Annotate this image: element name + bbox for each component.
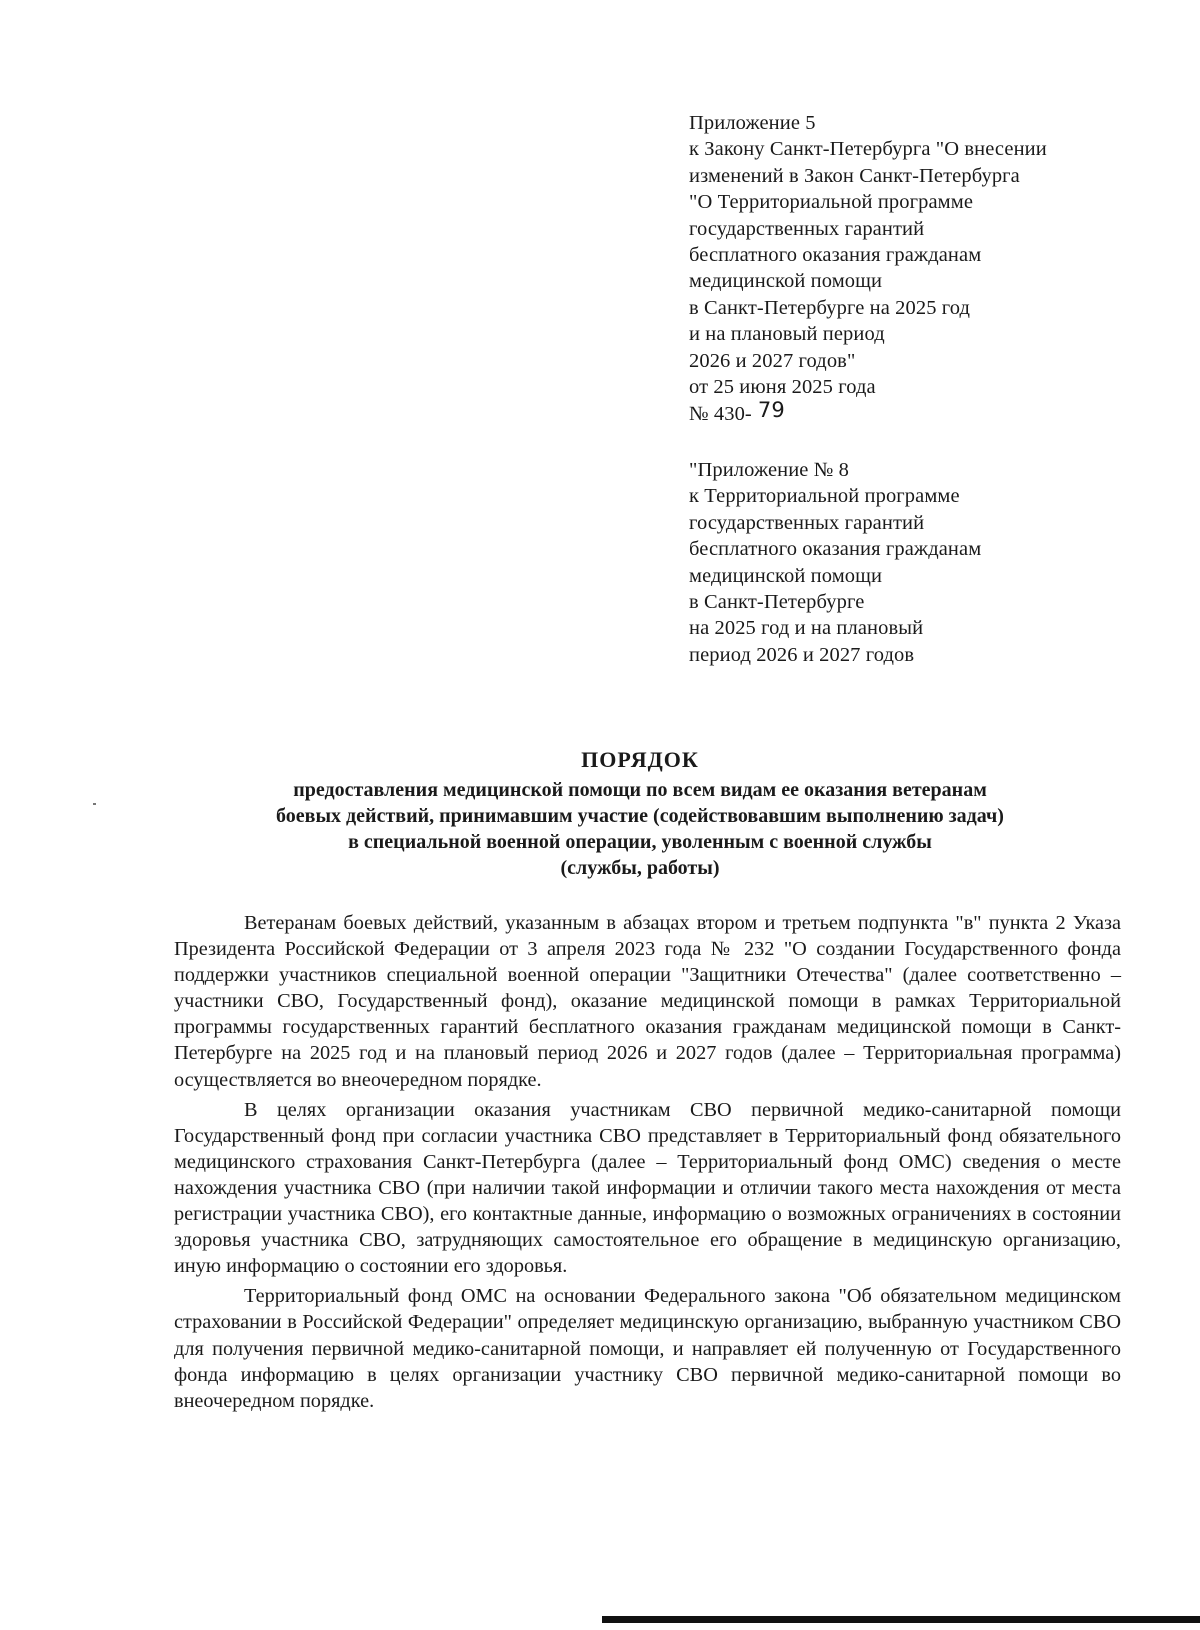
appendix-5-line: медицинской помощи (689, 270, 883, 293)
appendix-5-line: государственных гарантий (689, 217, 925, 240)
document-body (174, 910, 1121, 1418)
body-paragraph: Территориальный фонд ОМС на основании Федерального закона "Об обязательном медицинском страховании в Российской Федерации" определяет медицинскую организацию, выбранную участником СВО для получения первичной медико-санитарной помощи, и направляет ей полученную от Государственного фонда информацию в целях организации участнику СВО первичной медико-санитарной помощи во внеочередном порядке. (174, 1285, 1121, 1412)
title-subtitle-line: боевых действий, принимавшим участие (содействовавшим выполнению задач) (276, 805, 1004, 827)
appendix-8-line: государственных гарантий (689, 511, 925, 534)
appendix-8-line: "Приложение № 8 (689, 459, 849, 481)
appendix-5-line: "О Территориальной программе (689, 191, 974, 214)
title-subtitle-line: в специальной военной операции, уволенным с военной службы (348, 831, 932, 853)
law-number-prefix: № 430- (689, 403, 752, 426)
law-number (689, 400, 1169, 427)
appendix-5-line: изменений в Закон Санкт-Петербурга (689, 164, 1020, 187)
appendix-5-line: бесплатного оказания гражданам (689, 244, 982, 267)
appendix-5-line: в Санкт-Петербурге на 2025 год (689, 296, 971, 319)
scan-edge-line (602, 1616, 1200, 1623)
appendix-5-line: и на плановый период (689, 323, 885, 346)
title-main: ПОРЯДОК (581, 747, 699, 772)
body-paragraph: В целях организации оказания участникам СВО первичной медико-санитарной помощи Государственный фонд при согласии участника СВО представляет в Территориальный фонд обязательного медицинского страхования Санкт-Петербурга (далее – Территориальный фонд ОМС) сведения о месте нахождения участника СВО (при наличии такой информации и отличии такого места нахождения от места регистрации участника СВО), его контактные данные, информацию о возможных ограничениях в состоянии здоровья участника СВО, затрудняющих самостоятельное его обращение в медицинскую организацию, иную информацию о состоянии его здоровья. (174, 1098, 1121, 1278)
title-subtitle-line: (службы, работы) (560, 857, 720, 879)
appendix-5-line: Приложение 5 (689, 112, 816, 134)
body-paragraph: Ветеранам боевых действий, указанным в абзацах втором и третьем подпункта "в" пункта 2 Указа Президента Российской Федерации от 3 апреля 2023 года № 232 "О создании Государственного фонда поддержки участников специальной военной операции "Защитники Отечества" (далее соответственно – участники СВО, Государственный фонд), оказание медицинской помощи в рамках Территориальной программы государственных гарантий бесплатного оказания гражданам медицинской помощи в Санкт-Петербурге на 2025 год и на плановый период 2026 и 2027 годов (далее – Территориальная программа) осуществляется во внеочередном порядке. (174, 912, 1121, 1091)
appendix-8-line: в Санкт-Петербурге (689, 591, 865, 614)
appendix-5-line: к Закону Санкт-Петербурга "О внесении (689, 138, 1047, 161)
scan-speck (93, 803, 96, 805)
law-number-handwritten: 79 (757, 398, 785, 423)
appendix-5-line: 2026 и 2027 годов" (689, 349, 856, 372)
document-title (160, 747, 1120, 881)
appendix-8-line: период 2026 и 2027 годов (689, 643, 915, 666)
appendix-8-line: на 2025 год и на плановый (689, 617, 924, 640)
appendix-5-date: от 25 июня 2025 года (689, 376, 876, 399)
appendix-5-header (689, 110, 1169, 428)
appendix-8-line: медицинской помощи (689, 564, 883, 587)
appendix-8-line: бесплатного оказания гражданам (689, 538, 982, 561)
appendix-8-header (689, 457, 1169, 668)
appendix-8-line: к Территориальной программе (689, 485, 960, 508)
title-subtitle-line: предоставления медицинской помощи по всем видам ее оказания ветеранам (293, 779, 987, 801)
